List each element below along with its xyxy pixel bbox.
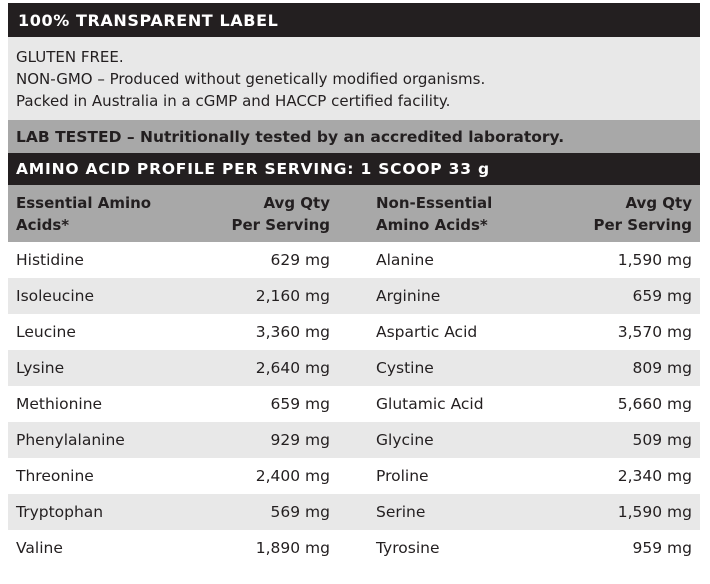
nonessential-name: Cystine xyxy=(376,359,434,377)
info-block xyxy=(8,37,700,120)
table-row xyxy=(8,278,700,314)
essential-name: Isoleucine xyxy=(16,287,94,305)
nonessential-column-header: Non-Essential Amino Acids* xyxy=(376,194,493,234)
table-row xyxy=(8,386,700,422)
nonessential-name: Glutamic Acid xyxy=(376,395,484,413)
table-row xyxy=(8,314,700,350)
table-row xyxy=(8,422,700,458)
essential-qty: 659 mg xyxy=(270,395,330,413)
essential-qty: 2,640 mg xyxy=(255,359,330,377)
essential-qty: 1,890 mg xyxy=(255,539,330,557)
nutrition-label-panel xyxy=(8,3,700,566)
amino-profile-heading: AMINO ACID PROFILE PER SERVING: 1 SCOOP 33 g xyxy=(8,153,700,185)
nonessential-qty-column-header: Avg Qty Per Serving xyxy=(593,194,692,234)
essential-qty: 3,360 mg xyxy=(255,323,330,341)
essential-qty: 569 mg xyxy=(270,503,330,521)
nonessential-name: Proline xyxy=(376,467,429,485)
essential-qty-column-header: Avg Qty Per Serving xyxy=(231,194,330,234)
nonessential-qty: 2,340 mg xyxy=(617,467,692,485)
essential-name: Leucine xyxy=(16,323,76,341)
table-row xyxy=(8,242,700,278)
table-row xyxy=(8,530,700,566)
essential-name: Tryptophan xyxy=(16,503,104,521)
label-title: 100% TRANSPARENT LABEL xyxy=(8,3,700,37)
table-row xyxy=(8,494,700,530)
essential-name: Methionine xyxy=(16,395,103,413)
nonessential-qty: 659 mg xyxy=(632,287,692,305)
table-row xyxy=(8,350,700,386)
essential-name: Lysine xyxy=(16,359,65,377)
amino-acid-table xyxy=(8,185,700,566)
essential-name: Histidine xyxy=(16,251,84,269)
nonessential-name: Glycine xyxy=(376,431,434,449)
nonessential-qty: 5,660 mg xyxy=(617,395,692,413)
essential-qty: 929 mg xyxy=(270,431,330,449)
nonessential-qty: 959 mg xyxy=(632,539,692,557)
nonessential-name: Arginine xyxy=(376,287,441,305)
nonessential-qty: 3,570 mg xyxy=(617,323,692,341)
essential-qty: 629 mg xyxy=(270,251,330,269)
nonessential-name: Tyrosine xyxy=(376,539,440,557)
essential-qty: 2,400 mg xyxy=(255,467,330,485)
essential-name: Phenylalanine xyxy=(16,431,125,449)
non-gmo-text: NON-GMO – Produced without genetically modified organisms. xyxy=(16,70,486,88)
essential-column-header: Essential Amino Acids* xyxy=(16,194,152,234)
nonessential-name: Alanine xyxy=(376,251,434,269)
nonessential-name: Aspartic Acid xyxy=(376,323,478,341)
nonessential-qty: 1,590 mg xyxy=(617,503,692,521)
nonessential-qty: 1,590 mg xyxy=(617,251,692,269)
nonessential-qty: 809 mg xyxy=(632,359,692,377)
nonessential-qty: 509 mg xyxy=(632,431,692,449)
gluten-free-text: GLUTEN FREE. xyxy=(16,48,124,66)
table-row xyxy=(8,458,700,494)
packed-in-text: Packed in Australia in a cGMP and HACCP certified facility. xyxy=(16,92,451,110)
essential-qty: 2,160 mg xyxy=(255,287,330,305)
essential-name: Valine xyxy=(16,539,63,557)
essential-name: Threonine xyxy=(16,467,94,485)
table-header-row xyxy=(8,185,700,242)
lab-tested-text: LAB TESTED – Nutritionally tested by an accredited laboratory. xyxy=(8,120,700,153)
nonessential-name: Serine xyxy=(376,503,426,521)
